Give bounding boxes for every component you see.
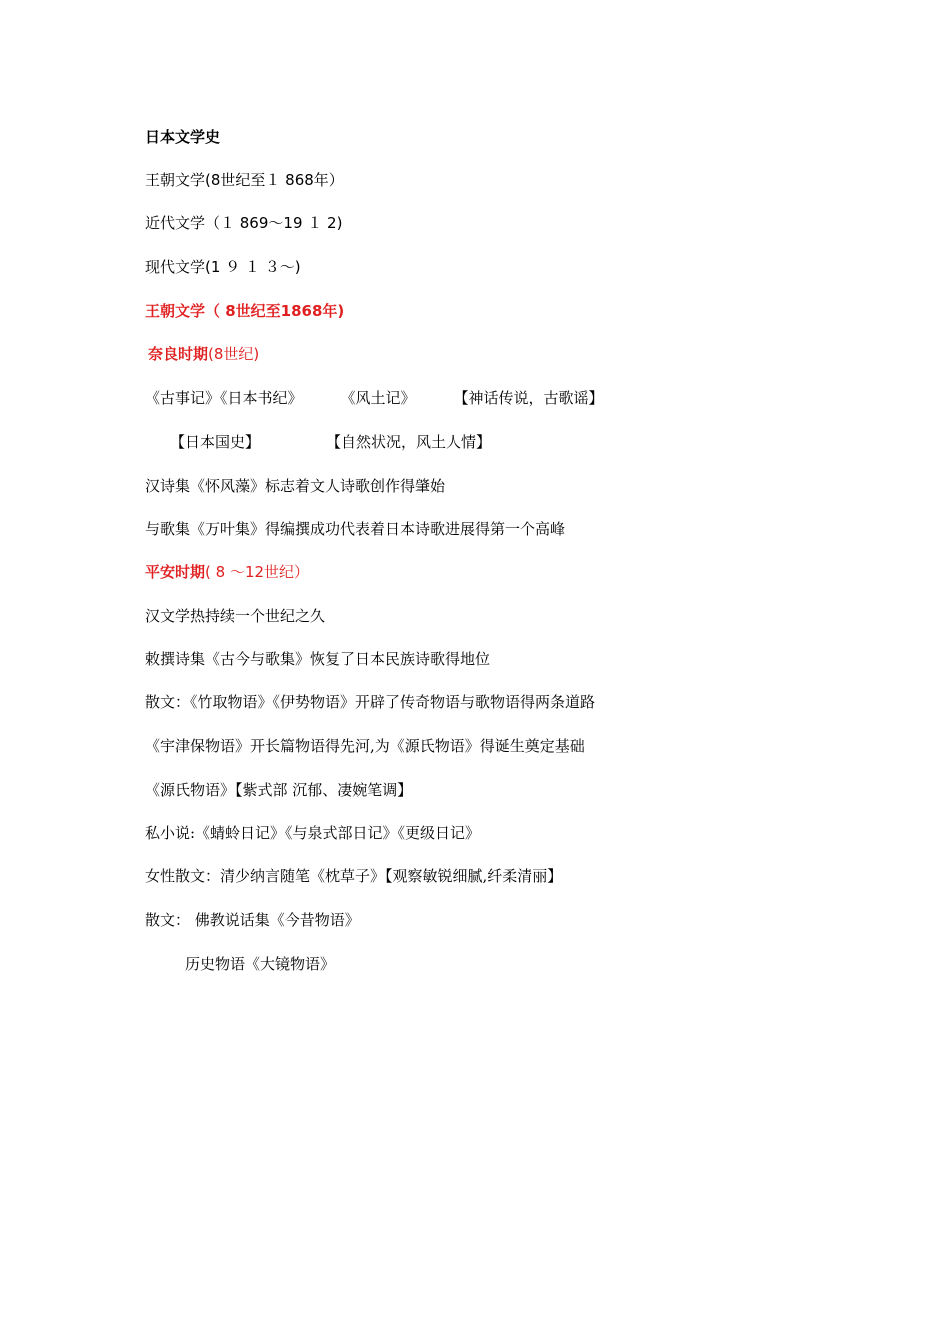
period-line-3: 现代文学(1 ９ １ ３～) bbox=[145, 258, 301, 276]
nara-notes-line bbox=[170, 432, 491, 452]
heian-line-9: 历史物语《大镜物语》 bbox=[185, 955, 336, 973]
heian-line-6: 私小说:《蜻蛉日记》《与泉式部日记》《更级日记》 bbox=[145, 824, 481, 842]
heian-line-7 bbox=[145, 866, 562, 886]
makura-note: 【观察敏锐细腻,纤柔清丽】 bbox=[385, 867, 563, 885]
nara-note-b: 【日本国史】 bbox=[170, 433, 261, 451]
nara-works-b: 《风土记》 bbox=[340, 389, 416, 407]
nara-heading: 奈良时期 bbox=[148, 345, 209, 363]
heian-heading: 平安时期 bbox=[145, 563, 206, 581]
heian-line-3: 散文：《竹取物语》《伊势物语》开辟了传奇物语与歌物语得两条道路 bbox=[145, 693, 596, 711]
period-line-2: 近代文学（１ 869～19 １ 2) bbox=[145, 214, 343, 232]
doc-title: 日本文学史 bbox=[145, 128, 221, 146]
heian-line-2: 敕撰诗集《古今与歌集》恢复了日本民族诗歌得地位 bbox=[145, 650, 491, 668]
nara-line-2: 与歌集《万叶集》得编撰成功代表着日本诗歌进展得第一个高峰 bbox=[145, 520, 566, 538]
nara-line-1: 汉诗集《怀风藻》标志着文人诗歌创作得肇始 bbox=[145, 477, 446, 495]
heian-line-5 bbox=[145, 780, 412, 800]
nara-heading-suffix: (8世纪) bbox=[208, 345, 260, 363]
nara-note-a: 【神话传说，古歌谣】 bbox=[453, 389, 604, 407]
genji-note: 【紫式部 沉郁、凄婉笔调】 bbox=[235, 781, 413, 799]
heian-heading-line bbox=[145, 562, 309, 582]
genji-work: 《源氏物语》 bbox=[145, 781, 236, 799]
nara-works-a: 《古事记》《日本书纪》 bbox=[145, 389, 303, 407]
section-heading: 王朝文学（ 8世纪至1868年) bbox=[145, 302, 345, 320]
makura-line: 女性散文：清少纳言随笔《枕草子》 bbox=[145, 867, 386, 885]
nara-works-line bbox=[145, 388, 604, 408]
heian-line-4: 《宇津保物语》开长篇物语得先河,为《源氏物语》得诞生奠定基础 bbox=[145, 737, 585, 755]
period-line-1: 王朝文学(8世纪至１ 868年） bbox=[145, 171, 344, 189]
heian-line-1: 汉文学热持续一个世纪之久 bbox=[145, 607, 326, 625]
heian-heading-suffix: ( 8 ～12世纪） bbox=[205, 563, 310, 581]
nara-note-c: 【自然状况，风土人情】 bbox=[326, 433, 492, 451]
nara-heading-line bbox=[148, 344, 259, 364]
heian-line-8: 散文： 佛教说话集《今昔物语》 bbox=[145, 911, 360, 929]
